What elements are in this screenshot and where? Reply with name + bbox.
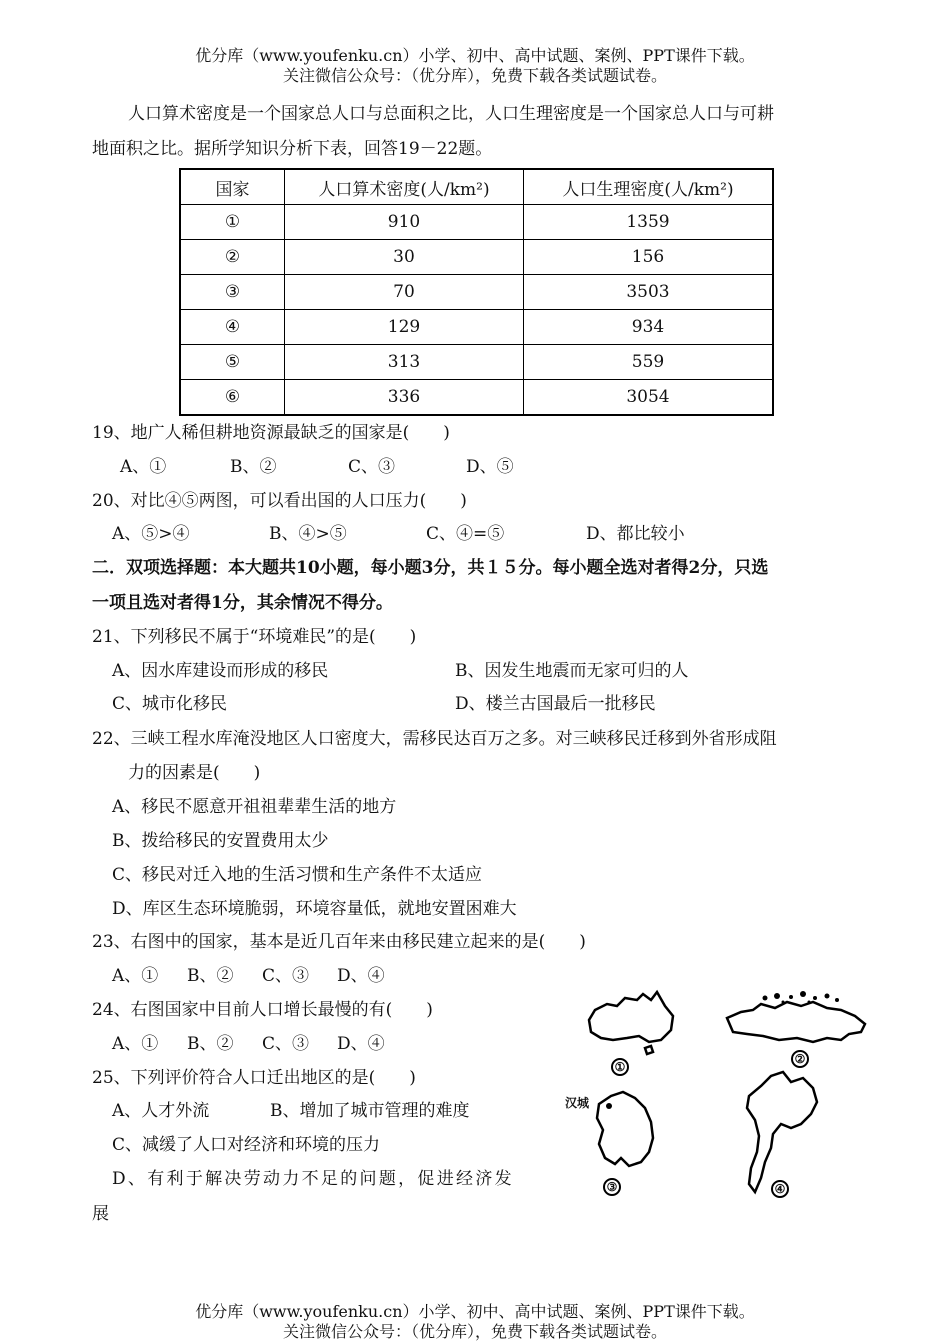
table-row	[180, 275, 773, 310]
q22-option-b: B、拨给移民的安置费用太少	[112, 831, 329, 851]
map-label-3: ③	[603, 1178, 621, 1196]
map-city-label: 汉城	[565, 1096, 590, 1110]
table-row	[180, 380, 773, 416]
footer-line-2: 关注微信公众号：（优分库），免费下载各类试题试卷。	[282, 1322, 667, 1341]
intro-line-2: 地面积之比。据所学知识分析下表，回答19－22题。	[92, 139, 493, 159]
q20-option-b: B、④>⑤	[269, 524, 347, 544]
table-row	[180, 310, 773, 345]
table-cell: 3054	[524, 380, 774, 416]
q25-option-b: B、增加了城市管理的难度	[270, 1101, 470, 1121]
table-cell: 30	[285, 240, 524, 275]
table-header-cell: 人口生理密度(人/km²)	[524, 169, 774, 205]
table-row	[180, 345, 773, 380]
q19-options	[120, 456, 514, 478]
table-header-cell: 国家	[180, 169, 285, 205]
table-cell: 3503	[524, 275, 774, 310]
q21-option-d: D、楼兰古国最后一批移民	[455, 694, 656, 714]
q25-option-a: A、人才外流	[112, 1101, 210, 1121]
table-cell: ②	[180, 240, 285, 275]
table-cell: 313	[285, 345, 524, 380]
table-cell: 129	[285, 310, 524, 345]
q19-option-d: D、⑤	[466, 457, 514, 477]
table-cell: 156	[524, 240, 774, 275]
map-label-1: ①	[611, 1058, 629, 1076]
q20-stem: 20、对比④⑤两图，可以看出国的人口压力( )	[92, 491, 467, 511]
map-outline-thailand	[747, 1072, 817, 1192]
table-header-cell: 人口算术密度(人/km²)	[285, 169, 524, 205]
density-table	[179, 168, 774, 416]
q22-stem-2: 力的因素是( )	[128, 763, 261, 783]
map-outline-canada	[727, 1002, 865, 1042]
map-outline-south-korea	[597, 1092, 653, 1166]
q24-options	[112, 1033, 385, 1055]
q21-stem: 21、下列移民不属于“环境难民”的是( )	[92, 627, 417, 647]
table-cell: ①	[180, 205, 285, 240]
table-cell: 559	[524, 345, 774, 380]
seoul-marker	[606, 1103, 612, 1109]
q22-stem-1: 22、三峡工程水库淹没地区人口密度大，需移民达百万之多。对三峡移民迁移到外省形成阻	[92, 729, 777, 749]
header-line-2: 关注微信公众号：（优分库），免费下载各类试题试卷。	[282, 66, 667, 85]
q19-option-c: C、③	[348, 457, 396, 477]
q24-option-a: A、①	[112, 1034, 159, 1054]
q25-stem: 25、下列评价符合人口迁出地区的是( )	[92, 1068, 416, 1088]
table-cell: ⑤	[180, 345, 285, 380]
q23-option-a: A、①	[112, 966, 159, 986]
q19-option-a: A、①	[120, 457, 167, 477]
table-cell: 934	[524, 310, 774, 345]
table-cell: ④	[180, 310, 285, 345]
q25-option-d-line-2: 展	[92, 1204, 109, 1224]
q24-option-b: B、②	[187, 1034, 234, 1054]
table-cell: 910	[285, 205, 524, 240]
table-header-row	[180, 169, 773, 205]
q23-option-c: C、③	[262, 966, 310, 986]
q19-option-b: B、②	[230, 457, 277, 477]
q21-option-b: B、因发生地震而无家可归的人	[455, 661, 689, 681]
q20-option-c: C、④=⑤	[426, 524, 505, 544]
country-map-figure	[565, 988, 885, 1213]
table-cell: 70	[285, 275, 524, 310]
intro-line-1: 人口算术密度是一个国家总人口与总面积之比，人口生理密度是一个国家总人口与可耕	[128, 104, 774, 124]
q22-option-c: C、移民对迁入地的生活习惯和生产条件不太适应	[112, 865, 483, 885]
q22-option-d: D、库区生态环境脆弱，环境容量低，就地安置困难大	[112, 899, 517, 919]
table-cell: ③	[180, 275, 285, 310]
section2-heading-1: 二．双项选择题：本大题共10小题，每小题3分，共１５分。每小题全选对者得2分，只选	[92, 558, 769, 578]
q25-option-d-line-1: D、有利于解决劳动力不足的问题，促进经济发	[112, 1169, 514, 1189]
q24-stem: 24、右图国家中目前人口增长最慢的有( )	[92, 1000, 433, 1020]
section2-heading-2: 一项且选对者得1分，其余情况不得分。	[92, 593, 393, 613]
q22-option-a: A、移民不愿意开祖祖辈辈生活的地方	[112, 797, 397, 817]
q23-option-b: B、②	[187, 966, 234, 986]
q23-options	[112, 965, 385, 987]
q24-option-c: C、③	[262, 1034, 310, 1054]
q20-option-a: A、⑤>④	[112, 524, 190, 544]
header-line-1: 优分库（www.youfenku.cn）小学、初中、高中试题、案例、PPT课件下载。	[195, 46, 755, 65]
q21-option-c: C、城市化移民	[112, 694, 228, 714]
table-cell: 1359	[524, 205, 774, 240]
map-outline-australia	[589, 992, 673, 1054]
q21-option-a: A、因水库建设而形成的移民	[112, 661, 329, 681]
footer-line-1: 优分库（www.youfenku.cn）小学、初中、高中试题、案例、PPT课件下载。	[195, 1302, 755, 1321]
q25-option-c: C、减缓了人口对经济和环境的压力	[112, 1135, 381, 1155]
q23-option-d: D、④	[337, 966, 385, 986]
table-row	[180, 205, 773, 240]
q19-stem: 19、地广人稀但耕地资源最缺乏的国家是( )	[92, 423, 450, 443]
canada-islands	[763, 991, 840, 1004]
q23-stem: 23、右图中的国家，基本是近几百年来由移民建立起来的是( )	[92, 932, 586, 952]
map-label-4: ④	[771, 1180, 789, 1198]
table-row	[180, 240, 773, 275]
q20-options	[112, 523, 685, 545]
q24-option-d: D、④	[337, 1034, 385, 1054]
table-cell: 336	[285, 380, 524, 416]
table-cell: ⑥	[180, 380, 285, 416]
q20-option-d: D、都比较小	[586, 524, 685, 544]
map-label-2: ②	[791, 1050, 809, 1068]
